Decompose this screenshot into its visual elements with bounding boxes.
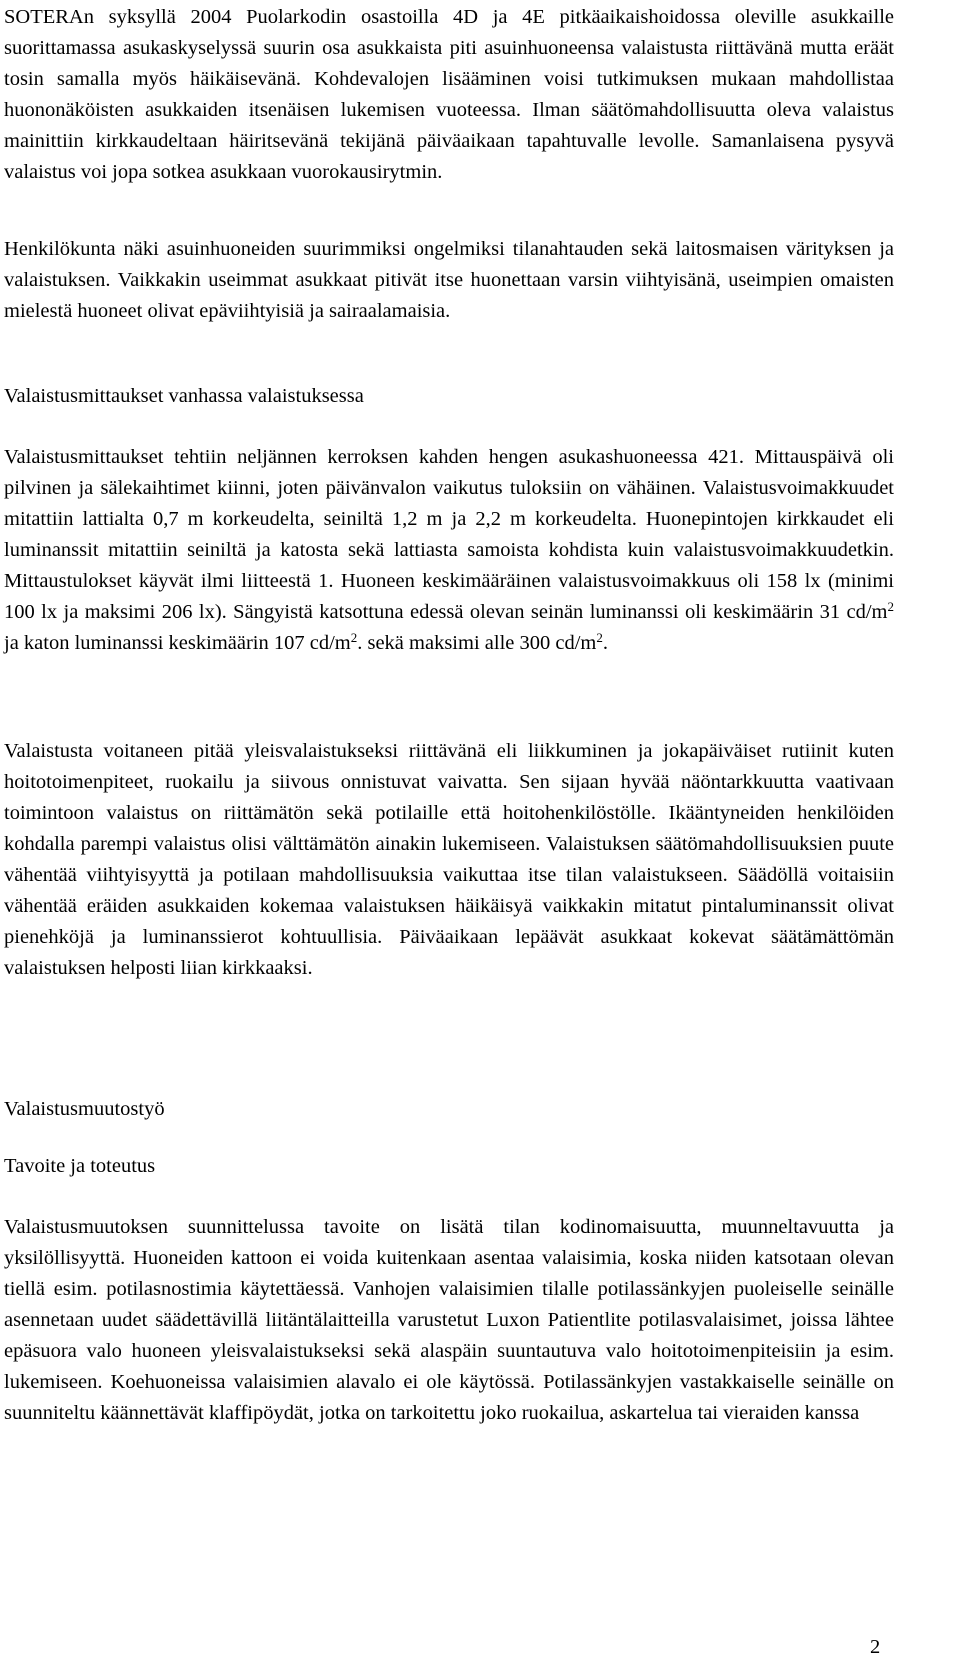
- superscript-unit: 2: [887, 599, 894, 614]
- heading-lighting-change-work: Valaistusmuutostyö: [4, 1098, 165, 1120]
- measurements-text-part4: .: [602, 632, 608, 654]
- page-number: 2: [870, 1636, 881, 1658]
- heading-old-lighting-measurements: Valaistusmittaukset vanhassa valaistuksessa: [4, 385, 364, 407]
- paragraph-measurements: [4, 442, 894, 659]
- measurements-text-part3: . sekä maksimi alle 300 cd/m: [357, 632, 597, 654]
- measurements-text-part1: Valaistusmittaukset tehtiin neljännen kerroksen kahden hengen asukashuoneessa 421. Mittauspäivä oli pilvinen ja sälekaihtimet kiinni, joten päivänvalon vaikutus tuloksiin on vähäinen. Valaistusvoimakkuudet mitattiin lattialta 0,7 m korkeudelta, seiniltä 1,2 m ja 2,2 m korkeudelta. Huonepintojen kirkkaudet eli luminanssit mitattiin seiniltä ja katosta sekä lattiasta samoista kohdista kuin valaistusvoimakkuudetkin. Mittaustulokset käyvät ilmi liitteestä 1. Huoneen keskimääräinen valaistusvoimakkuus oli 158 lx (minimi 100 lx ja maksimi 206 lx). Sängyistä katsottuna edessä olevan seinän luminanssi oli keskimäärin 31 cd/m: [4, 446, 894, 623]
- paragraph-lighting-assessment: Valaistusta voitaneen pitää yleisvalaistukseksi riittävänä eli liikkuminen ja jokapäiväiset rutiinit kuten hoitotoimenpiteet, ruokailu ja siivous onnistuvat vaivatta. Sen sijaan hyvää näöntarkkuutta vaativaan toimintoon valaistus on riittämätön sekä potilaille että hoitohenkilöstölle. Ikääntyneiden henkilöiden kohdalla parempi valaistus olisi välttämätön ainakin lukemiseen. Valaistuksen säätömahdollisuuksien puute vähentää viihtyisyyttä ja potilaan mahdollisuuksia vaikuttaa itse tilan valaistukseen. Säädöllä voitaisiin vähentää eräiden asukkaiden kokemaa valaistuksen häikäisyä vaikkakin mitatut pintaluminanssit olivat pienehköjä ja luminanssierot kohtuullisia. Päiväaikaan lepäävät asukkaat kokevat säätämättömän valaistuksen helposti liian kirkkaaksi.: [4, 740, 894, 979]
- measurements-text-part2: ja katon luminanssi keskimäärin 107 cd/m: [4, 632, 351, 654]
- superscript-unit: 2: [350, 630, 358, 645]
- heading-goal-and-implementation: Tavoite ja toteutus: [4, 1155, 156, 1177]
- paragraph-staff-opinion: Henkilökunta näki asuinhuoneiden suurimmiksi ongelmiksi tilanahtauden sekä laitosmaisen värityksen ja valaistuksen. Vaikkakin useimmat asukkaat pitivät itse huonettaan varsin viihtyisänä, useimpien omaisten mielestä huoneet olivat epäviihtyisiä ja sairaalamaisia.: [4, 238, 894, 322]
- paragraph-survey-results: SOTERAn syksyllä 2004 Puolarkodin osastoilla 4D ja 4E pitkäaikaishoidossa oleville asukkaille suorittamassa asukaskyselyssä suurin osa asukkaista piti asuinhuoneensa valaistusta riittävänä mutta eräät tosin samalla myös häikäisevänä. Kohdevalojen lisääminen voisi tutkimuksen mukaan mahdollistaa huononäköisten asukkaiden itsenäisen lukemisen vuoteessa. Ilman säätömahdollisuutta oleva valaistus mainittiin kirkkaudeltaan häiritsevänä tekijänä päiväaikaan tapahtuvalle levolle. Samanlaisena pysyvä valaistus voi jopa sotkea asukkaan vuorokausirytmin.: [4, 6, 894, 183]
- superscript-unit: 2: [596, 630, 603, 645]
- paragraph-goal: Valaistusmuutoksen suunnittelussa tavoite on lisätä tilan kodinomaisuutta, muunneltavuutta ja yksilöllisyyttä. Huoneiden kattoon ei voida kuitenkaan asentaa valaisimia, koska niiden katsotaan olevan tiellä esim. potilasnostimia käytettäessä. Vanhojen valaisimien tilalle potilassänkyjen puoleiselle seinälle asennetaan uudet säädettävillä liitäntälaitteilla varustetut Luxon Patientlite potilasvalaisimet, joissa lähtee epäsuora valo huoneen yleisvalaistukseksi sekä alaspäin suuntautuva valo hoitotoimenpiteisiin ja esim. lukemiseen. Koehuoneissa valaisimien alavalo ei ole käytössä. Potilassänkyjen vastakkaiselle seinälle on suunniteltu käännettävät klaffipöydät, jotka on tarkoitettu joko ruokailua, askartelua tai vieraiden kanssa: [4, 1216, 894, 1424]
